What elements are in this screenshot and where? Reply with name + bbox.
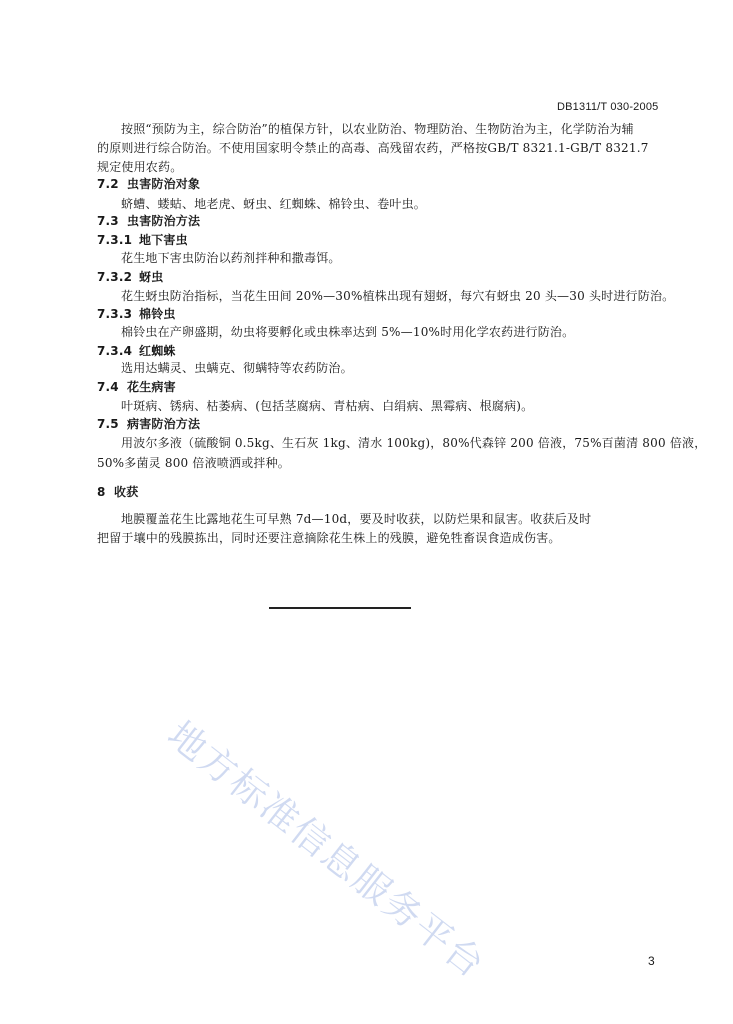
section-heading: 红蜘蛛 <box>139 344 176 358</box>
section-body: 蛴螬、蝼蛄、地老虎、蚜虫、红蜘蛛、棉铃虫、卷叶虫。 <box>121 197 427 211</box>
section-heading: 地下害虫 <box>139 233 188 247</box>
paragraph-line: 规定使用农药。 <box>97 160 183 174</box>
section-body: 50%多菌灵 800 倍液喷洒或拌种。 <box>97 456 291 470</box>
section-number: 8 <box>97 485 106 499</box>
document-number: DB1311/T 030-2005 <box>557 101 659 113</box>
section-number: 7.2 <box>97 177 119 191</box>
section-heading: 蚜虫 <box>139 270 164 284</box>
section-heading: 花生病害 <box>127 380 176 394</box>
page-number: 3 <box>648 954 655 968</box>
section-body: 花生蚜虫防治指标，当花生田间 20%—30%植株出现有翅蚜，每穴有蚜虫 20 头—30 头时进行防治。 <box>121 289 675 303</box>
section-body: 叶斑病、锈病、枯萎病、(包括茎腐病、青枯病、白绢病、黑霉病、根腐病)。 <box>121 399 534 413</box>
watermark: 地方标准信息服务平台 <box>159 712 494 987</box>
section-heading: 虫害防治方法 <box>127 214 201 228</box>
section-number: 7.5 <box>97 417 119 431</box>
section-number: 7.3 <box>97 214 119 228</box>
section-body: 把留于壤中的残膜拣出，同时还要注意摘除花生株上的残膜，避免牲畜误食造成伤害。 <box>97 531 561 545</box>
section-heading: 病害防治方法 <box>127 417 201 431</box>
section-number: 7.3.1 <box>97 233 133 247</box>
section-number: 7.3.3 <box>97 307 133 321</box>
section-body: 选用达螨灵、虫螨克、彻螨特等农药防治。 <box>121 361 353 375</box>
paragraph-line: 按照“预防为主，综合防治”的植保方针，以农业防治、物理防治、生物防治为主，化学防治为辅 <box>121 122 634 136</box>
section-body: 地膜覆盖花生比露地花生可早熟 7d—10d，要及时收获，以防烂果和鼠害。收获后及时 <box>121 512 592 526</box>
section-heading: 虫害防治对象 <box>127 177 201 191</box>
section-heading: 收获 <box>114 485 139 499</box>
section-number: 7.3.2 <box>97 270 133 284</box>
end-rule <box>269 607 411 609</box>
section-body: 用波尔多液（硫酸铜 0.5kg、生石灰 1kg、清水 100kg)，80%代森锌 200 倍液，75%百菌清 800 倍液， <box>121 436 707 450</box>
paragraph-line: 的原则进行综合防治。不使用国家明令禁止的高毒、高残留农药，严格按GB/T 8321.1-GB/T 8321.7 <box>97 141 649 155</box>
section-body: 花生地下害虫防治以药剂拌种和撒毒饵。 <box>121 251 341 265</box>
section-body: 棉铃虫在产卵盛期，幼虫将要孵化或虫株率达到 5%—10%时用化学农药进行防治。 <box>121 325 575 339</box>
section-number: 7.3.4 <box>97 344 133 358</box>
section-number: 7.4 <box>97 380 119 394</box>
section-heading: 棉铃虫 <box>139 307 176 321</box>
